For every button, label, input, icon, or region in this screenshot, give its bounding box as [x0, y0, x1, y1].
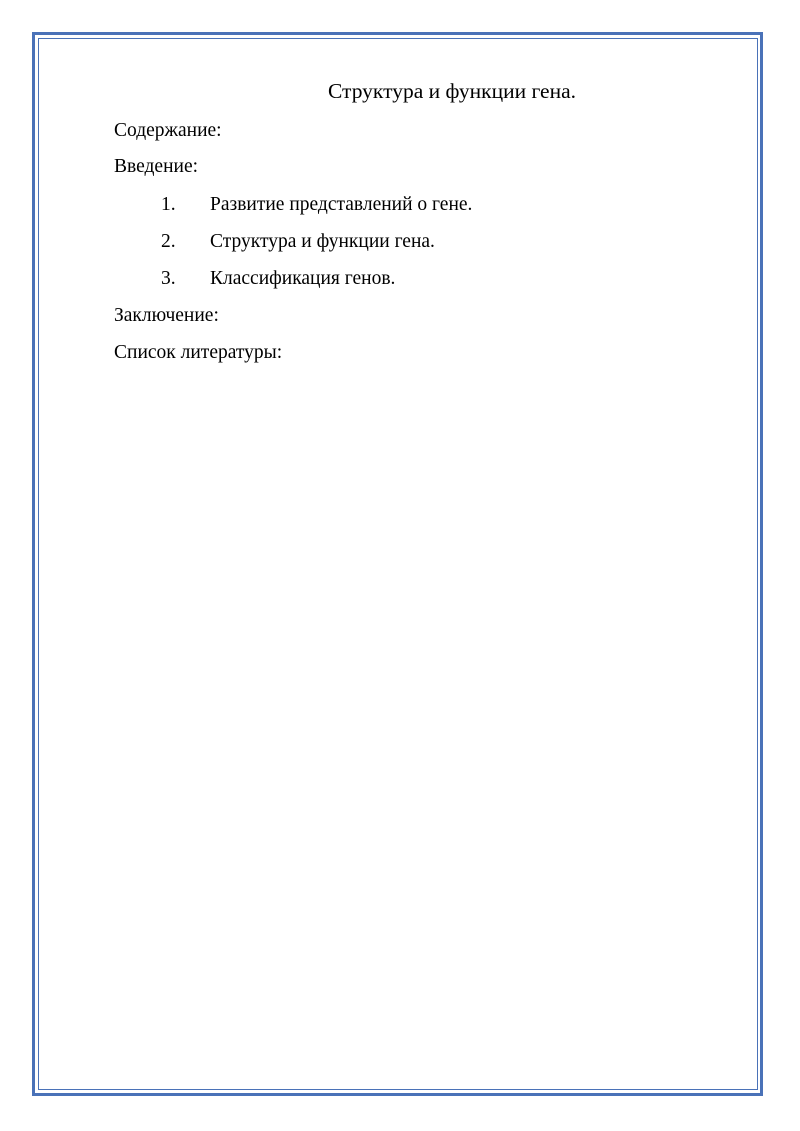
list-item-text: Классификация генов.: [210, 268, 396, 289]
contents-heading: Содержание:: [114, 120, 222, 141]
document-title: Структура и функции гена.: [328, 79, 576, 103]
list-item-number: 1.: [161, 194, 176, 215]
list-item-number: 2.: [161, 231, 176, 252]
list-item-text: Структура и функции гена.: [210, 231, 435, 252]
list-item-number: 3.: [161, 268, 176, 289]
conclusion-heading: Заключение:: [114, 305, 219, 326]
references-heading: Список литературы:: [114, 342, 283, 363]
introduction-heading: Введение:: [114, 156, 199, 177]
list-item-text: Развитие представлений о гене.: [210, 194, 473, 215]
